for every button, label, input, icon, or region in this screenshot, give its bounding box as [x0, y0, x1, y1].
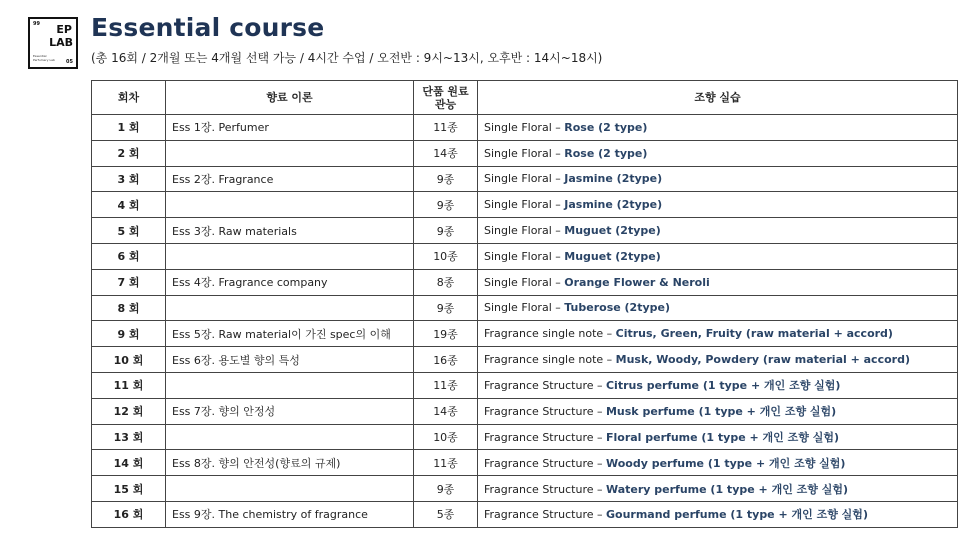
- practice-category: Single Floral –: [484, 249, 565, 263]
- practice-cell: [478, 218, 958, 244]
- table-body: [92, 115, 958, 528]
- theory-cell: Ess 3장. Raw materials: [166, 218, 414, 244]
- page-title: Essential course: [91, 13, 325, 42]
- practice-cell: [478, 115, 958, 141]
- round-cell: 5 회: [92, 218, 166, 244]
- round-cell: 1 회: [92, 115, 166, 141]
- material-count-cell: 8종: [414, 269, 478, 295]
- practice-detail: Orange Flower & Neroli: [564, 275, 710, 289]
- theory-cell: Ess 9장. The chemistry of fragrance: [166, 501, 414, 527]
- practice-detail: Watery perfume (1 type + 개인 조향 실험): [605, 482, 849, 496]
- practice-detail: Woody perfume (1 type + 개인 조향 실험): [605, 456, 846, 470]
- practice-detail: Rose (2 type): [564, 146, 648, 160]
- logo-subtext: Essential Perfumery Lab: [33, 54, 55, 62]
- material-count-cell: 9종: [414, 476, 478, 502]
- logo-number-bottom: 05: [66, 59, 73, 65]
- practice-cell: [478, 192, 958, 218]
- practice-detail: Floral perfume (1 type + 개인 조향 실험): [605, 430, 839, 444]
- theory-cell: Ess 2장. Fragrance: [166, 166, 414, 192]
- ep-lab-logo: [28, 17, 78, 69]
- logo-number-top: 99: [33, 21, 40, 27]
- round-cell: 12 회: [92, 398, 166, 424]
- theory-cell: Ess 5장. Raw material이 가진 spec의 이해: [166, 321, 414, 347]
- round-cell: 6 회: [92, 243, 166, 269]
- practice-category: Fragrance Structure –: [484, 456, 606, 470]
- material-count-cell: 9종: [414, 295, 478, 321]
- round-cell: 13 회: [92, 424, 166, 450]
- theory-cell: [166, 372, 414, 398]
- practice-category: Fragrance Structure –: [484, 430, 606, 444]
- table-row: [92, 218, 958, 244]
- practice-cell: [478, 166, 958, 192]
- material-count-cell: 9종: [414, 218, 478, 244]
- table-row: [92, 501, 958, 527]
- logo-text-lab: LAB: [49, 36, 73, 49]
- practice-detail: Citrus, Green, Fruity (raw material + accord): [615, 327, 893, 341]
- material-count-cell: 16종: [414, 347, 478, 373]
- practice-category: Single Floral –: [484, 146, 565, 160]
- material-count-cell: 14종: [414, 398, 478, 424]
- theory-cell: Ess 8장. 향의 안전성(향료의 규제): [166, 450, 414, 476]
- round-cell: 7 회: [92, 269, 166, 295]
- practice-cell: [478, 476, 958, 502]
- practice-category: Single Floral –: [484, 275, 565, 289]
- practice-category: Single Floral –: [484, 301, 565, 315]
- theory-cell: [166, 295, 414, 321]
- table-row: [92, 295, 958, 321]
- practice-detail: Musk, Woody, Powdery (raw material + accord): [615, 353, 910, 367]
- practice-category: Single Floral –: [484, 198, 565, 212]
- round-cell: 9 회: [92, 321, 166, 347]
- practice-category: Fragrance Structure –: [484, 482, 606, 496]
- theory-cell: Ess 1장. Perfumer: [166, 115, 414, 141]
- practice-cell: [478, 424, 958, 450]
- practice-cell: [478, 243, 958, 269]
- practice-detail: Tuberose (2type): [564, 301, 671, 315]
- header-round: 회차: [92, 81, 166, 115]
- theory-cell: Ess 4장. Fragrance company: [166, 269, 414, 295]
- material-count-cell: 11종: [414, 115, 478, 141]
- round-cell: 14 회: [92, 450, 166, 476]
- header-theory: 향료 이론: [166, 81, 414, 115]
- practice-category: Single Floral –: [484, 172, 565, 186]
- practice-cell: [478, 321, 958, 347]
- table-row: [92, 243, 958, 269]
- table-row: [92, 424, 958, 450]
- table-row: [92, 140, 958, 166]
- practice-cell: [478, 398, 958, 424]
- material-count-cell: 5종: [414, 501, 478, 527]
- practice-detail: Gourmand perfume (1 type + 개인 조향 실험): [605, 508, 868, 522]
- table-row: [92, 372, 958, 398]
- theory-cell: [166, 140, 414, 166]
- practice-category: Fragrance Structure –: [484, 405, 606, 419]
- logo-text-ep: EP: [56, 23, 72, 36]
- practice-cell: [478, 450, 958, 476]
- header-practice: 조향 실습: [478, 81, 958, 115]
- theory-cell: [166, 243, 414, 269]
- practice-detail: Rose (2 type): [564, 120, 648, 134]
- table-row: [92, 269, 958, 295]
- theory-cell: Ess 7장. 향의 안정성: [166, 398, 414, 424]
- table-row: [92, 347, 958, 373]
- round-cell: 2 회: [92, 140, 166, 166]
- material-count-cell: 19종: [414, 321, 478, 347]
- practice-cell: [478, 140, 958, 166]
- practice-cell: [478, 295, 958, 321]
- material-count-cell: 11종: [414, 450, 478, 476]
- material-count-cell: 9종: [414, 192, 478, 218]
- practice-cell: [478, 372, 958, 398]
- table-row: [92, 398, 958, 424]
- round-cell: 4 회: [92, 192, 166, 218]
- theory-cell: [166, 476, 414, 502]
- table-row: [92, 450, 958, 476]
- practice-category: Fragrance single note –: [484, 327, 616, 341]
- table-header-row: [92, 81, 958, 115]
- practice-category: Single Floral –: [484, 120, 565, 134]
- course-table: [91, 80, 958, 528]
- round-cell: 8 회: [92, 295, 166, 321]
- page-subtitle: (총 16회 / 2개월 또는 4개월 선택 가능 / 4시간 수업 / 오전반 : 9시~13시, 오후반 : 14시~18시): [91, 51, 603, 65]
- table-row: [92, 166, 958, 192]
- material-count-cell: 11종: [414, 372, 478, 398]
- table-row: [92, 476, 958, 502]
- material-count-cell: 10종: [414, 424, 478, 450]
- practice-detail: Jasmine (2type): [564, 198, 663, 212]
- practice-category: Single Floral –: [484, 224, 565, 238]
- practice-detail: Muguet (2type): [564, 224, 661, 238]
- practice-cell: [478, 347, 958, 373]
- practice-category: Fragrance Structure –: [484, 379, 606, 393]
- round-cell: 10 회: [92, 347, 166, 373]
- round-cell: 11 회: [92, 372, 166, 398]
- round-cell: 15 회: [92, 476, 166, 502]
- round-cell: 3 회: [92, 166, 166, 192]
- material-count-cell: 14종: [414, 140, 478, 166]
- table-row: [92, 321, 958, 347]
- material-count-cell: 9종: [414, 166, 478, 192]
- round-cell: 16 회: [92, 501, 166, 527]
- theory-cell: [166, 192, 414, 218]
- practice-detail: Jasmine (2type): [564, 172, 663, 186]
- header-qty: 단품 원료 관능: [414, 81, 478, 115]
- practice-category: Fragrance single note –: [484, 353, 616, 367]
- practice-detail: Musk perfume (1 type + 개인 조향 실험): [605, 405, 837, 419]
- theory-cell: [166, 424, 414, 450]
- theory-cell: Ess 6장. 용도별 향의 특성: [166, 347, 414, 373]
- practice-cell: [478, 501, 958, 527]
- practice-detail: Muguet (2type): [564, 249, 661, 263]
- table-row: [92, 115, 958, 141]
- material-count-cell: 10종: [414, 243, 478, 269]
- practice-category: Fragrance Structure –: [484, 508, 606, 522]
- practice-cell: [478, 269, 958, 295]
- practice-detail: Citrus perfume (1 type + 개인 조향 실험): [605, 379, 841, 393]
- table-row: [92, 192, 958, 218]
